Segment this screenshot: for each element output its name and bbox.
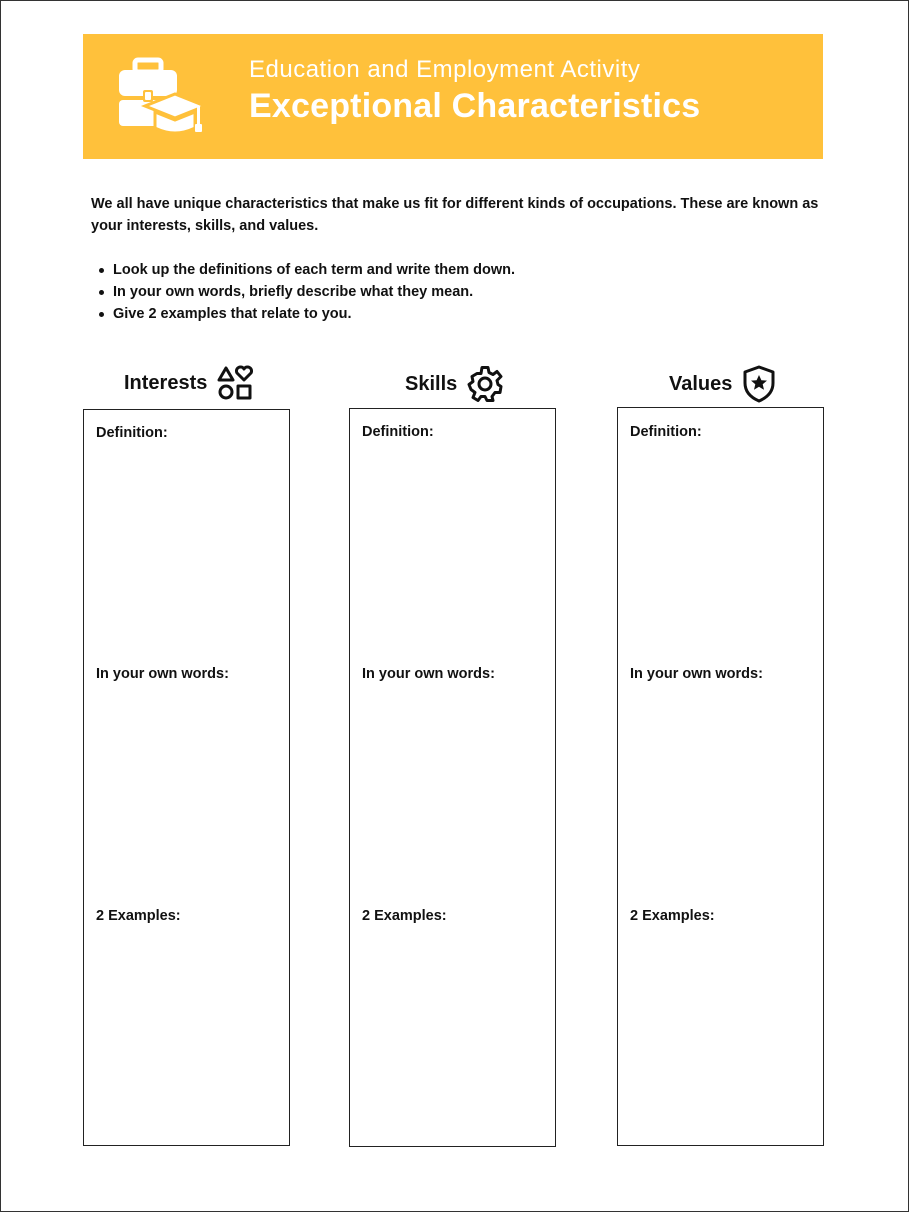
interests-title: Interests bbox=[124, 371, 208, 394]
values-definition-area[interactable] bbox=[624, 448, 817, 658]
values-own-words-area[interactable] bbox=[624, 690, 817, 900]
page-title: Exceptional Characteristics bbox=[249, 87, 701, 125]
values-heading bbox=[669, 365, 776, 403]
skills-own-words-area[interactable] bbox=[356, 691, 549, 901]
skills-definition-area[interactable] bbox=[356, 449, 549, 659]
instructions-list bbox=[91, 259, 515, 325]
shapes-icon bbox=[217, 365, 253, 401]
values-title: Values bbox=[669, 372, 733, 395]
skills-title: Skills bbox=[405, 372, 458, 395]
definition-label: Definition: bbox=[362, 424, 434, 440]
own-words-label: In your own words: bbox=[96, 666, 229, 682]
instruction-item: Look up the definitions of each term and write them down. bbox=[91, 259, 515, 281]
values-box bbox=[617, 407, 824, 1146]
interests-box bbox=[83, 409, 290, 1146]
values-examples-area[interactable] bbox=[624, 932, 817, 1137]
interests-heading bbox=[124, 365, 253, 401]
skills-examples-area[interactable] bbox=[356, 933, 549, 1138]
definition-label: Definition: bbox=[630, 424, 702, 440]
interests-examples-area[interactable] bbox=[90, 934, 283, 1139]
interests-own-words-area[interactable] bbox=[90, 692, 283, 902]
definition-label: Definition: bbox=[96, 425, 168, 441]
examples-label: 2 Examples: bbox=[362, 908, 447, 924]
header-banner bbox=[83, 34, 823, 159]
activity-subtitle: Education and Employment Activity bbox=[249, 56, 641, 83]
instruction-item: In your own words, briefly describe what they mean. bbox=[91, 281, 515, 303]
interests-definition-area[interactable] bbox=[90, 450, 283, 660]
briefcase-graduation-cap-icon bbox=[117, 56, 207, 138]
gear-icon bbox=[467, 366, 503, 402]
examples-label: 2 Examples: bbox=[630, 908, 715, 924]
shield-star-icon bbox=[742, 365, 776, 403]
own-words-label: In your own words: bbox=[362, 666, 495, 682]
instruction-item: Give 2 examples that relate to you. bbox=[91, 303, 515, 325]
own-words-label: In your own words: bbox=[630, 666, 763, 682]
skills-box bbox=[349, 408, 556, 1147]
intro-paragraph: We all have unique characteristics that make us fit for different kinds of occupations. These are known as your interests, skills, and values. bbox=[91, 196, 819, 234]
examples-label: 2 Examples: bbox=[96, 908, 181, 924]
skills-heading bbox=[405, 366, 503, 402]
